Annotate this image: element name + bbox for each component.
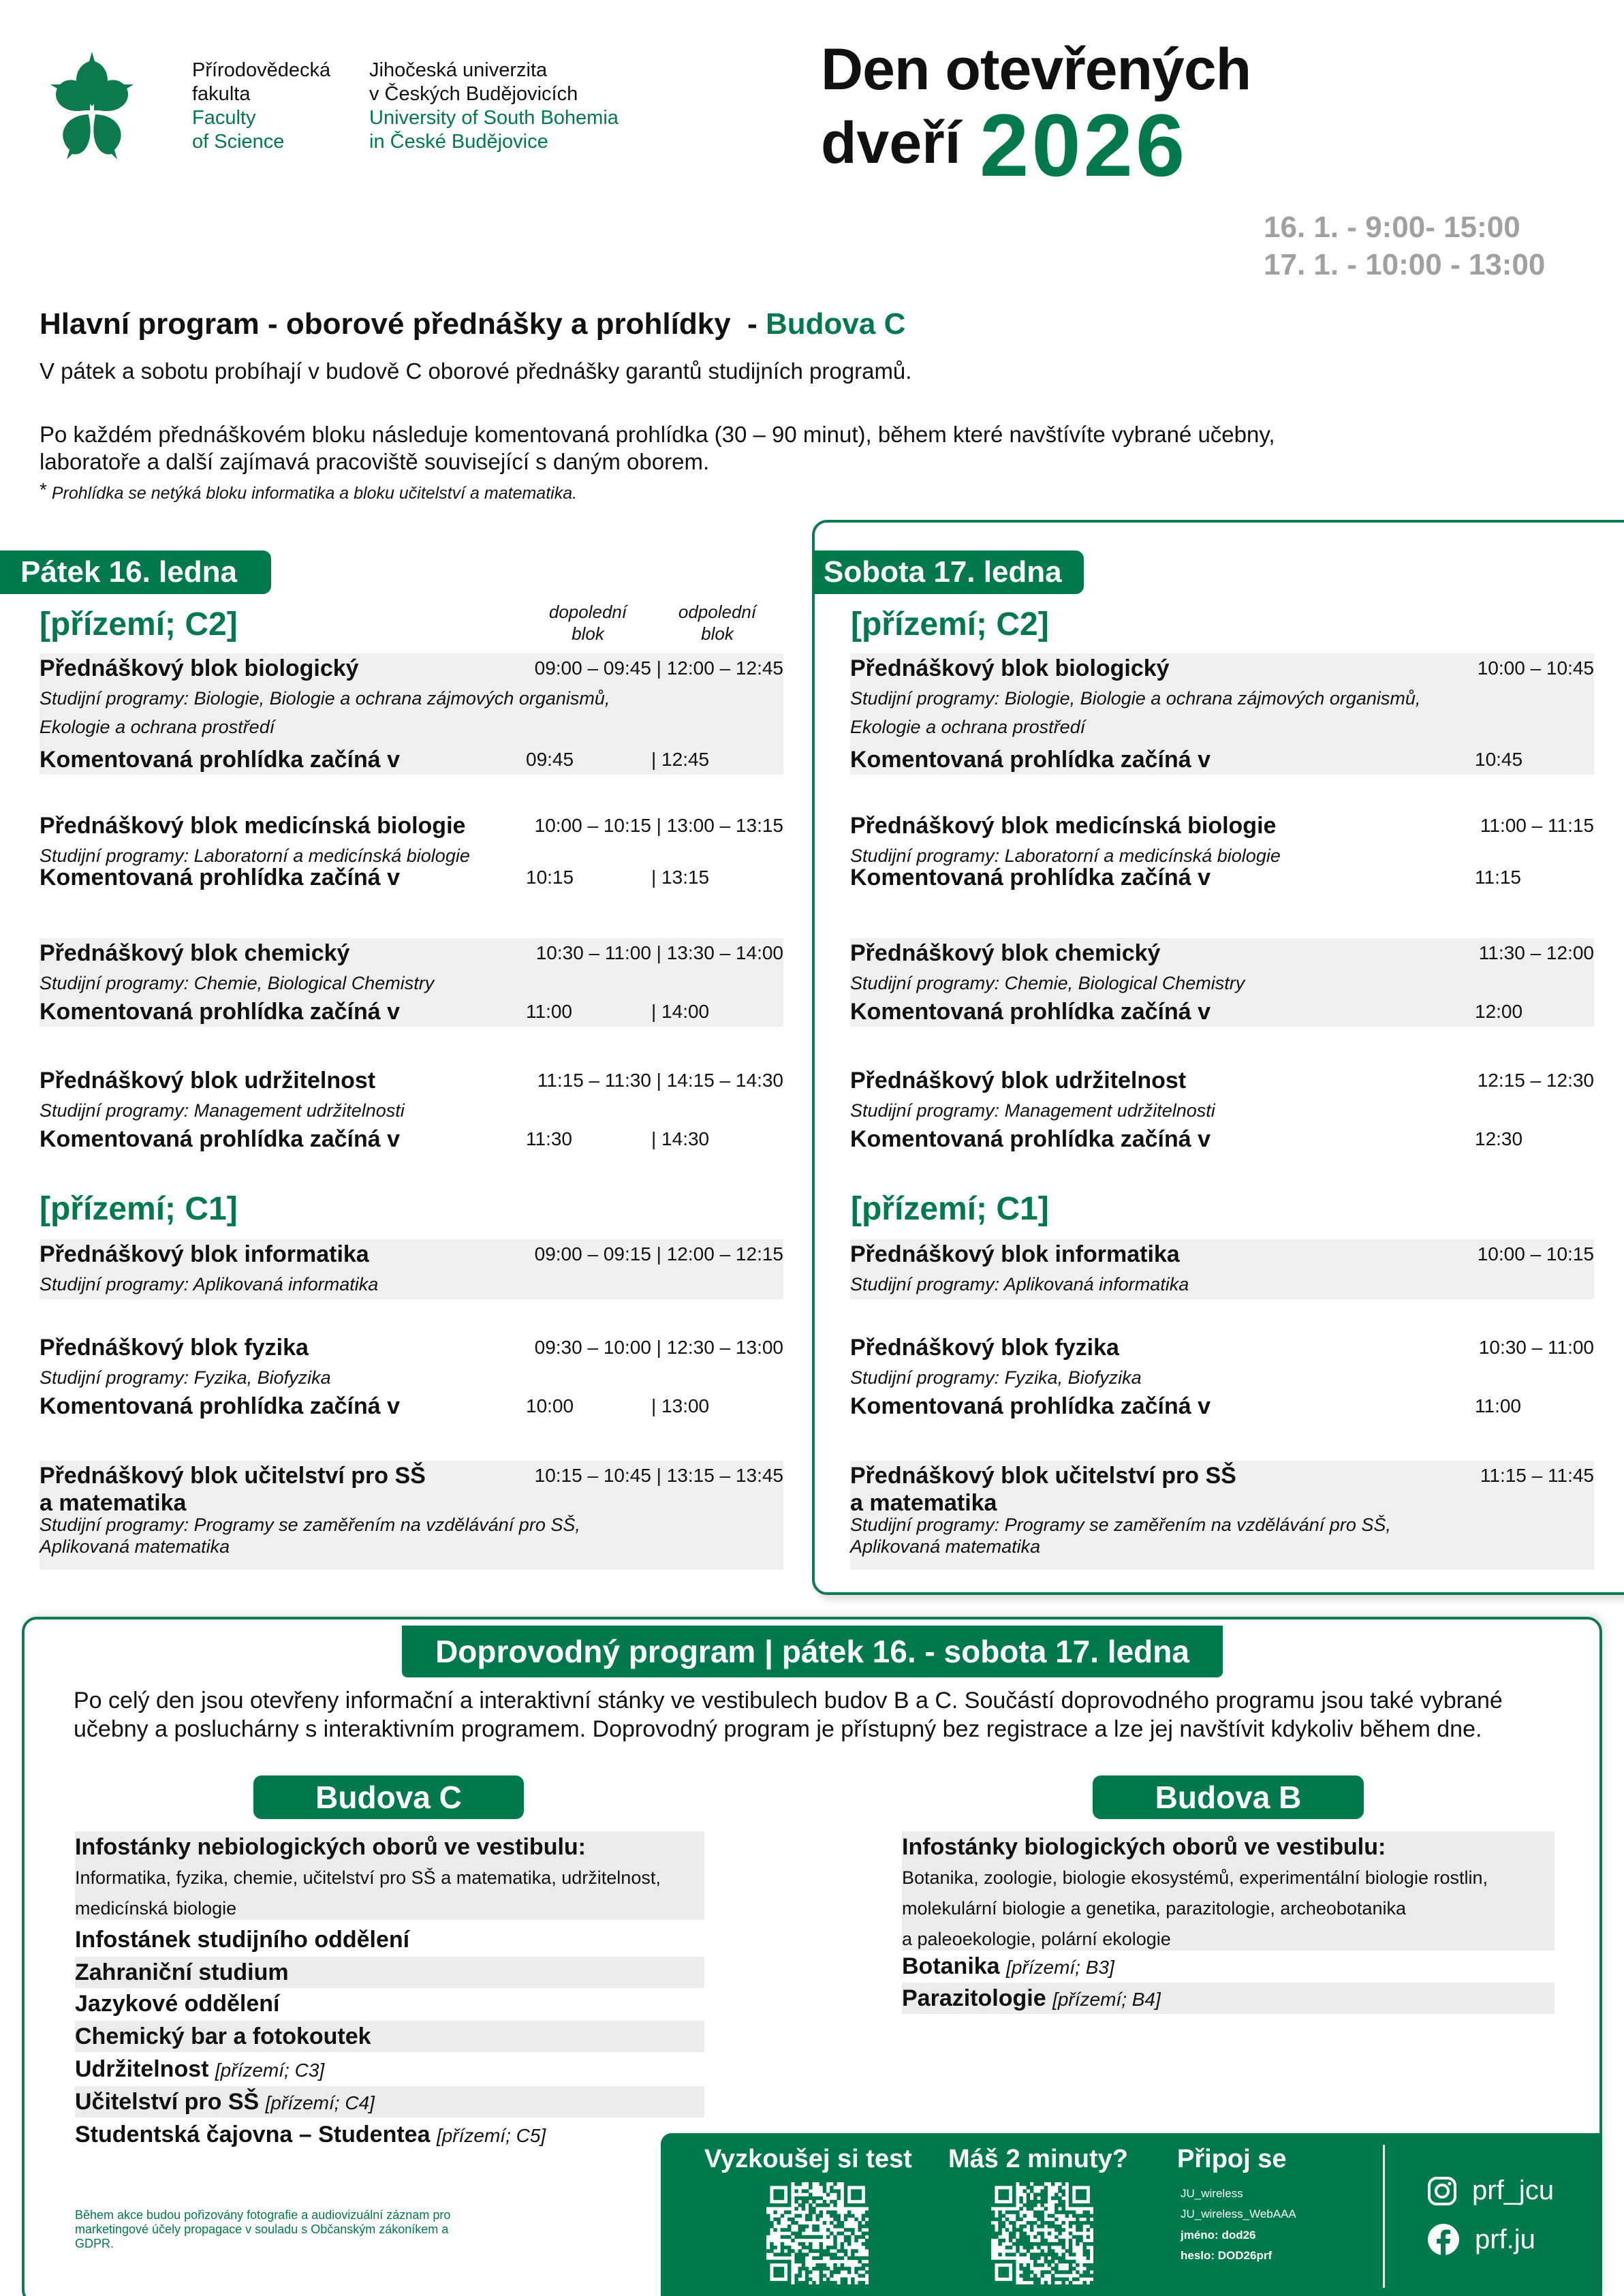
footnote (40, 479, 577, 503)
block-programs: Studijní programy: Laboratorní a medicínská biologie (40, 846, 470, 866)
tour-time-afternoon: | 13:15 (651, 867, 710, 888)
survey-qr-code[interactable] (991, 2182, 1093, 2284)
stand-title: Udržitelnost (75, 2056, 209, 2082)
col-afternoon-line1: odpolední (678, 602, 757, 622)
block-programs: Studijní programy: Fyzika, Biofyzika (40, 1367, 331, 1388)
stand-item (75, 2053, 704, 2085)
tour-label: Komentovaná prohlídka začíná v (850, 999, 1211, 1025)
block-time: 09:30 – 10:00 | 12:30 – 13:00 (534, 1337, 783, 1358)
event-dates (1264, 208, 1545, 283)
block-time: 10:00 – 10:15 (1477, 1243, 1594, 1265)
tour-label: Komentovaná prohlídka začíná v (850, 1393, 1211, 1419)
col-morning-line1: dopolední (548, 602, 627, 622)
block-title: Přednáškový blok biologický (850, 655, 1170, 681)
block-time: 10:30 – 11:00 (1478, 1337, 1594, 1358)
block-programs: Studijní programy: Fyzika, Biofyzika (850, 1367, 1142, 1388)
block-programs: Studijní programy: Programy se zaměřením na vzdělávání pro SŠ, (40, 1515, 580, 1535)
stand-title: Infostánek studijního oddělení (75, 1927, 410, 1953)
university-cz-line1: Jihočeská univerzita (369, 59, 548, 81)
intro-paragraph-2-line1: Po každém přednáškovém bloku následuje komentovaná prohlídka (30 – 90 minut), během které navštívíte vybrané učebny, (40, 422, 1275, 447)
tour-time-afternoon: | 12:45 (651, 749, 710, 770)
tour-time-afternoon: | 14:30 (651, 1128, 710, 1149)
facebook-icon (1427, 2223, 1460, 2256)
tour-time-morning: 11:00 (526, 1001, 572, 1022)
block-time: 11:00 – 11:15 (1480, 815, 1594, 836)
university-cz-line2: v Českých Budějovicích (369, 83, 578, 105)
faculty-en-line2: of Science (192, 131, 285, 153)
stand-description: Informatika, fyzika, chemie, učitelství pro SŠ a matematika, udržitelnost, (75, 1867, 661, 1888)
tour-time: 12:00 (1475, 1001, 1523, 1022)
university-en-line1: University of South Bohemia (369, 107, 619, 129)
block-title-line2: a matematika (40, 1490, 187, 1516)
friday-col-afternoon (666, 601, 768, 645)
schedule-block (40, 1239, 783, 1299)
schedule-block (850, 653, 1594, 775)
building-c-label: Budova C (253, 1775, 524, 1819)
stand-title: Studentská čajovna – Studentea (75, 2122, 431, 2147)
schedule-block (40, 1461, 783, 1570)
stand-item (75, 1831, 704, 1920)
block-time: 11:15 – 11:30 | 14:15 – 14:30 (537, 1070, 783, 1091)
tour-time: 11:15 (1475, 867, 1521, 888)
stand-title: Chemický bar a fotokoutek (75, 2023, 371, 2049)
friday-floor-c2: [přízemí; C2] (40, 606, 238, 642)
stand-title: Botanika (902, 1953, 1000, 1979)
schedule-block (850, 938, 1594, 1027)
schedule-block (40, 1333, 783, 1421)
block-title-line2: a matematika (850, 1490, 997, 1516)
date-saturday: 17. 1. - 10:00 - 13:00 (1264, 248, 1546, 281)
tour-label: Komentovaná prohlídka začíná v (40, 747, 401, 773)
tour-time: 10:45 (1475, 749, 1523, 770)
tour-label: Komentovaná prohlídka začíná v (40, 1126, 401, 1152)
stand-item (75, 1988, 704, 2019)
stand-item (902, 1983, 1555, 2014)
block-time: 10:30 – 11:00 | 13:30 – 14:00 (535, 942, 783, 963)
instagram-handle[interactable]: prf_jcu (1472, 2175, 1555, 2205)
faculty-cz-line2: fakulta (192, 83, 251, 105)
university-name (369, 59, 619, 154)
footnote-mark: * (40, 479, 47, 500)
stand-location: [přízemí; C4] (265, 2092, 375, 2113)
block-title: Přednáškový blok biologický (40, 655, 359, 681)
block-programs: Studijní programy: Chemie, Biological Chemistry (850, 973, 1245, 993)
stand-item (75, 1924, 704, 1955)
stand-item (75, 2119, 704, 2150)
tour-label: Komentovaná prohlídka začíná v (850, 1126, 1211, 1152)
stand-title: Zahraniční studium (75, 1959, 289, 1985)
schedule-block (40, 1066, 783, 1154)
stand-title: Jazykové oddělení (75, 1991, 280, 2017)
block-programs: Studijní programy: Management udržitelnosti (40, 1100, 405, 1121)
stand-item (75, 1957, 704, 1988)
facebook-handle[interactable]: prf.ju (1475, 2224, 1535, 2254)
block-title: Přednáškový blok medicínská biologie (850, 813, 1277, 839)
stand-title: Učitelství pro SŠ (75, 2089, 260, 2115)
footnote-text: Prohlídka se netýká bloku informatika a bloku učitelství a matematika. (51, 484, 578, 503)
tour-time-morning: 09:45 (526, 749, 574, 770)
facebook-link[interactable] (1427, 2223, 1535, 2256)
stand-title: Infostánky nebiologických oborů ve vestibulu: (75, 1834, 587, 1860)
wifi-ssid-2: JU_wireless_WebAAA (1181, 2207, 1296, 2220)
block-programs: Studijní programy: Chemie, Biological Chemistry (40, 973, 435, 993)
schedule-block (850, 1239, 1594, 1299)
stand-description: a paleoekologie, polární ekologie (902, 1929, 1171, 1949)
stand-description: molekulární biologie a genetika, parazitologie, archeobotanika (902, 1898, 1406, 1919)
test-qr-code[interactable] (766, 2182, 869, 2284)
faculty-logo (48, 46, 136, 162)
main-program-heading-building: Budova C (766, 307, 906, 341)
block-time: 11:30 – 12:00 (1478, 942, 1594, 963)
tour-time-morning: 10:15 (526, 867, 574, 888)
schedule-block (40, 811, 783, 893)
instagram-link[interactable] (1427, 2175, 1554, 2206)
tour-time-afternoon: | 14:00 (651, 1001, 710, 1022)
block-time: 10:00 – 10:15 | 13:00 – 13:15 (534, 815, 783, 836)
tour-label: Komentovaná prohlídka začíná v (40, 999, 401, 1025)
schedule-block (40, 938, 783, 1027)
friday-col-morning (537, 601, 639, 645)
block-title: Přednáškový blok učitelství pro SŠ (40, 1463, 426, 1489)
tour-label: Komentovaná prohlídka začíná v (40, 1393, 401, 1419)
block-title: Přednáškový blok fyzika (850, 1335, 1119, 1361)
stand-location: [přízemí; C5] (436, 2125, 546, 2146)
page-title-line1: Den otevřených (821, 37, 1251, 102)
stand-item (902, 1951, 1555, 1982)
building-b-label: Budova B (1093, 1775, 1364, 1819)
qr-code-icon (766, 2182, 869, 2284)
qr-code-icon (991, 2182, 1093, 2284)
block-time: 10:00 – 10:45 (1477, 657, 1594, 679)
schedule-block (850, 1066, 1594, 1154)
block-time: 09:00 – 09:15 | 12:00 – 12:15 (534, 1243, 783, 1265)
block-title: Přednáškový blok informatika (850, 1241, 1180, 1267)
stand-item (75, 2021, 704, 2052)
block-title: Přednáškový blok fyzika (40, 1335, 309, 1361)
block-time: 09:00 – 09:45 | 12:00 – 12:45 (534, 657, 783, 679)
main-program-heading (40, 305, 905, 343)
instagram-icon (1427, 2176, 1457, 2206)
stand-item (75, 2086, 704, 2117)
block-title: Přednáškový blok udržitelnost (850, 1068, 1187, 1093)
footer-panel (661, 2133, 1602, 2296)
wifi-username: jméno: dod26 (1181, 2229, 1256, 2241)
block-title: Přednáškový blok medicínská biologie (40, 813, 466, 839)
stand-item (902, 1831, 1555, 1951)
saturday-floor-c1: [přízemí; C1] (851, 1191, 1049, 1227)
tour-time-morning: 11:30 (526, 1128, 572, 1149)
block-programs: Studijní programy: Biologie, Biologie a ochrana zájmových organismů, (40, 688, 610, 709)
intro-paragraph-2-line2: laboratoře a další zajímavá pracoviště související s daným oborem. (40, 449, 710, 474)
flower-logo-icon (48, 46, 136, 162)
block-time: 11:15 – 11:45 (1480, 1465, 1594, 1486)
wifi-password: heslo: DOD26prf (1181, 2249, 1272, 2262)
block-programs: Aplikovaná matematika (40, 1536, 230, 1557)
tour-label: Komentovaná prohlídka začíná v (850, 747, 1211, 773)
accompanying-heading: Doprovodný program | pátek 16. - sobota 17. ledna (402, 1626, 1223, 1677)
wifi-ssid-1: JU_wireless (1181, 2187, 1243, 2200)
university-en-line2: in České Budějovice (369, 131, 548, 153)
footer-divider (1383, 2145, 1385, 2288)
faculty-name (192, 59, 330, 154)
col-morning-line2: blok (572, 623, 604, 644)
friday-label: Pátek 16. ledna (0, 550, 271, 594)
schedule-block (850, 811, 1594, 893)
col-afternoon-line2: blok (701, 623, 734, 644)
gdpr-notice: Během akce budou pořizovány fotografie a audiovizuální záznam pro marketingové účely propagace v souladu s Občanským zákoníkem a GDPR. (75, 2208, 451, 2250)
block-title: Přednáškový blok chemický (40, 940, 350, 966)
block-title: Přednáškový blok chemický (850, 940, 1161, 966)
main-program-heading-text: Hlavní program - oborové přednášky a prohlídky - (40, 307, 766, 341)
minutes-heading: Máš 2 minuty? (948, 2145, 1128, 2173)
accompanying-text: Po celý den jsou otevřeny informační a interaktivní stánky ve vestibulech budov B a C. Součástí doprovodného programu jsou také vybrané učebny a posluchárny s interaktivním programem. Doprovodný program je přístupný bez registrace a lze jej navštívit kdykoliv během dne. (74, 1688, 1503, 1742)
tour-label: Komentovaná prohlídka začíná v (40, 865, 401, 890)
stand-description: medicínská biologie (75, 1898, 237, 1919)
schedule-block (40, 653, 783, 775)
block-time: 10:15 – 10:45 | 13:15 – 13:45 (534, 1465, 783, 1486)
block-programs: Aplikovaná matematika (850, 1536, 1041, 1557)
intro-paragraph-1: V pátek a sobotu probíhají v budově C oborové přednášky garantů studijních programů. (40, 358, 912, 384)
block-programs: Ekologie a ochrana prostředí (850, 717, 1086, 737)
schedule-block (850, 1333, 1594, 1421)
faculty-cz-line1: Přírodovědecká (192, 59, 331, 81)
saturday-label: Sobota 17. ledna (814, 550, 1084, 594)
tour-time-afternoon: | 13:00 (651, 1395, 710, 1416)
stand-description: Botanika, zoologie, biologie ekosystémů, experimentální biologie rostlin, (902, 1867, 1488, 1888)
block-programs: Studijní programy: Aplikovaná informatika (40, 1274, 379, 1294)
block-programs: Studijní programy: Biologie, Biologie a ochrana zájmových organismů, (850, 688, 1421, 709)
block-programs: Ekologie a ochrana prostředí (40, 717, 275, 737)
tour-time-morning: 10:00 (526, 1395, 574, 1416)
block-time: 12:15 – 12:30 (1477, 1070, 1594, 1091)
stand-location: [přízemí; B4] (1052, 1989, 1161, 2010)
date-friday: 16. 1. - 9:00- 15:00 (1264, 211, 1520, 244)
tour-time: 12:30 (1475, 1128, 1523, 1149)
stand-title: Infostánky biologických oborů ve vestibulu: (902, 1834, 1386, 1860)
stand-title: Parazitologie (902, 1985, 1046, 2011)
event-year: 2026 (980, 95, 1188, 195)
block-programs: Studijní programy: Laboratorní a medicínská biologie (850, 846, 1281, 866)
schedule-block (850, 1461, 1594, 1570)
block-programs: Studijní programy: Aplikovaná informatika (850, 1274, 1189, 1294)
block-programs: Studijní programy: Programy se zaměřením na vzdělávání pro SŠ, (850, 1515, 1391, 1535)
saturday-floor-c2: [přízemí; C2] (851, 606, 1049, 642)
stand-location: [přízemí; B3] (1006, 1957, 1114, 1978)
tour-time: 11:00 (1475, 1395, 1521, 1416)
block-title: Přednáškový blok udržitelnost (40, 1068, 376, 1093)
page-title-line2: dveří (821, 110, 961, 176)
test-heading: Vyzkoušej si test (704, 2145, 912, 2173)
tour-label: Komentovaná prohlídka začíná v (850, 865, 1211, 890)
friday-floor-c1: [přízemí; C1] (40, 1191, 238, 1227)
connect-heading: Připoj se (1177, 2145, 1287, 2173)
faculty-en-line1: Faculty (192, 107, 256, 129)
stand-location: [přízemí; C3] (215, 2060, 325, 2081)
block-title: Přednáškový blok informatika (40, 1241, 369, 1267)
block-title: Přednáškový blok učitelství pro SŠ (850, 1463, 1236, 1489)
block-programs: Studijní programy: Management udržitelnosti (850, 1100, 1215, 1121)
